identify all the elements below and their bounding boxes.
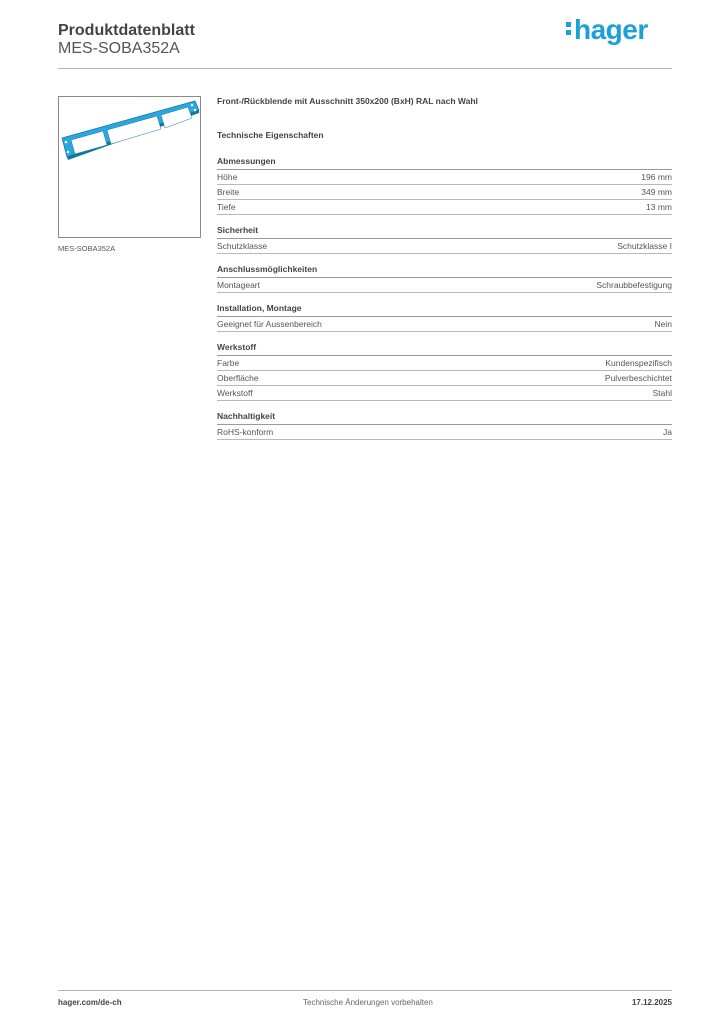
spec-section xyxy=(217,156,672,215)
spec-label: Werkstoff xyxy=(217,388,253,398)
spec-section xyxy=(217,225,672,254)
section-title: Installation, Montage xyxy=(217,303,672,317)
spec-value: Schutzklasse I xyxy=(617,241,672,251)
spec-section xyxy=(217,342,672,401)
section-title: Abmessungen xyxy=(217,156,672,170)
spec-row xyxy=(217,425,672,440)
spec-label: Breite xyxy=(217,187,240,197)
spec-section xyxy=(217,411,672,440)
spec-row xyxy=(217,170,672,185)
spec-value: 13 mm xyxy=(646,202,672,212)
spec-label: Tiefe xyxy=(217,202,236,212)
spec-sections xyxy=(217,156,672,440)
product-code: MES-SOBA352A xyxy=(58,40,180,57)
hager-logo xyxy=(566,14,648,46)
section-title: Werkstoff xyxy=(217,342,672,356)
spec-content xyxy=(217,96,672,450)
section-title: Anschlussmöglichkeiten xyxy=(217,264,672,278)
footer-date: 17.12.2025 xyxy=(631,998,672,1007)
spec-value: Schraubbefestigung xyxy=(596,280,672,290)
spec-row xyxy=(217,386,672,401)
tech-heading: Technische Eigenschaften xyxy=(217,130,324,140)
front-panel-icon xyxy=(59,97,200,237)
spec-row xyxy=(217,278,672,293)
header-divider xyxy=(58,68,672,69)
spec-section xyxy=(217,303,672,332)
spec-row xyxy=(217,239,672,254)
section-title: Nachhaltigkeit xyxy=(217,411,672,425)
spec-label: Höhe xyxy=(217,172,238,182)
spec-label: RoHS-konform xyxy=(217,427,274,437)
page-title: Produktdatenblatt xyxy=(58,22,195,39)
spec-section xyxy=(217,264,672,293)
spec-row xyxy=(217,200,672,215)
footer-website-link[interactable]: hager.com/de-ch xyxy=(58,998,122,1007)
spec-label: Oberfläche xyxy=(217,373,259,383)
spec-value: Ja xyxy=(663,427,672,437)
spec-value: Nein xyxy=(654,319,672,329)
product-description: Front-/Rückblende mit Ausschnitt 350x200 (BxH) RAL nach Wahl xyxy=(217,96,478,106)
footer-divider xyxy=(58,990,672,991)
spec-label: Schutzklasse xyxy=(217,241,268,251)
spec-row xyxy=(217,356,672,371)
spec-value: 349 mm xyxy=(641,187,672,197)
footer-notice: Technische Änderungen vorbehalten xyxy=(303,998,433,1007)
spec-value: Kundenspezifisch xyxy=(605,358,672,368)
spec-label: Farbe xyxy=(217,358,240,368)
spec-value: Pulverbeschichtet xyxy=(604,373,672,383)
logo-colon-icon xyxy=(566,19,572,38)
section-title: Sicherheit xyxy=(217,225,672,239)
spec-value: Stahl xyxy=(652,388,672,398)
logo-text: hager xyxy=(574,14,648,45)
product-image-frame xyxy=(58,96,201,238)
spec-row xyxy=(217,371,672,386)
spec-row xyxy=(217,185,672,200)
spec-label: Geeignet für Aussenbereich xyxy=(217,319,322,329)
spec-label: Montageart xyxy=(217,280,260,290)
spec-row xyxy=(217,317,672,332)
spec-value: 196 mm xyxy=(641,172,672,182)
image-caption: MES-SOBA352A xyxy=(58,244,116,253)
